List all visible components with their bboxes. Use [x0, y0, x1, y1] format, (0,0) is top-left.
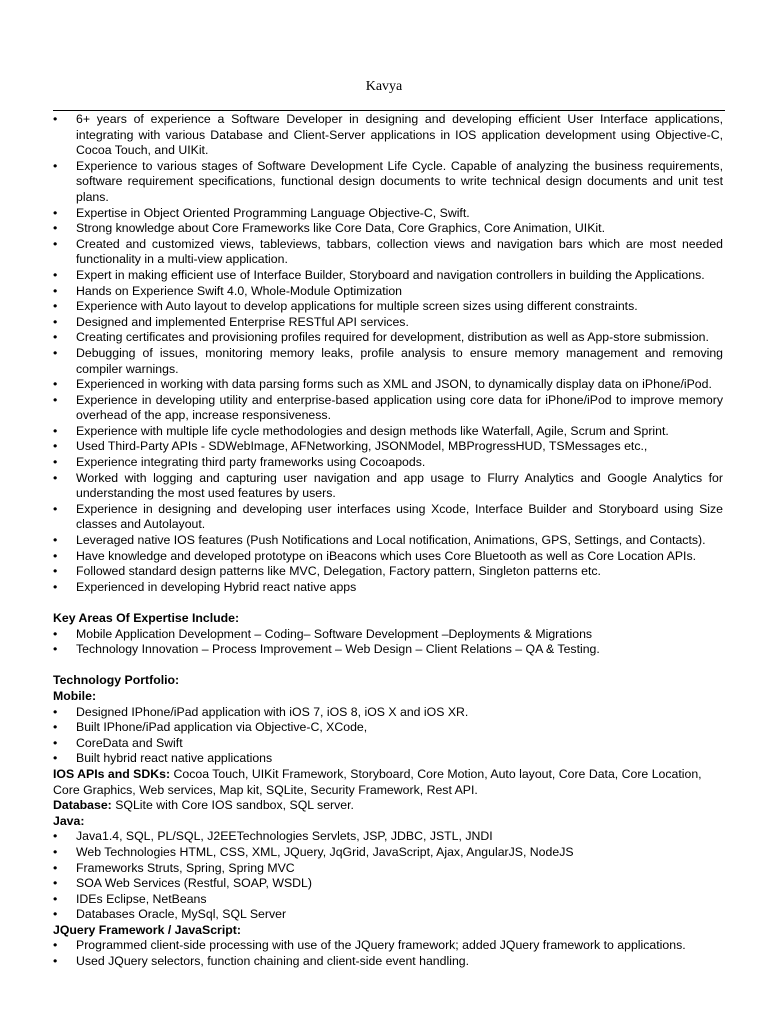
list-item	[53, 580, 723, 596]
list-item	[53, 720, 723, 736]
list-item-text: Experience in developing utility and enterprise-based application using core data for iPhone/iPod to improve memory overhead of the app, increase responsiveness.	[76, 392, 723, 423]
list-item	[53, 627, 723, 643]
list-item	[53, 159, 723, 206]
list-item	[53, 471, 723, 502]
list-item-text: 6+ years of experience a Software Developer in designing and developing efficient User Interface applications, integrating with various Database and Client-Server applications in IOS application development using Objective-C, Cocoa Touch, and UIKit.	[76, 112, 723, 158]
list-item-text: Expertise in Object Oriented Programming Language Objective-C, Swift.	[76, 205, 470, 220]
list-item-text: Frameworks Struts, Spring, Spring MVC	[76, 860, 295, 875]
list-item	[53, 424, 723, 440]
list-item-text: Created and customized views, tableviews, tabbars, collection views and navigation bars which are most needed functionality in a multi-view application.	[76, 236, 723, 267]
list-item	[53, 876, 723, 892]
portfolio-heading: Technology Portfolio:	[53, 673, 180, 688]
list-item-text: Designed IPhone/iPad application with iOS 7, iOS 8, iOS X and iOS XR.	[76, 704, 469, 719]
list-item	[53, 736, 723, 752]
mobile-list	[53, 705, 723, 767]
bullet-icon: •	[53, 455, 58, 470]
bullet-icon: •	[53, 439, 58, 454]
bullet-icon: •	[53, 829, 58, 844]
bullet-icon: •	[53, 954, 58, 969]
bullet-icon: •	[53, 330, 58, 345]
list-item	[53, 502, 723, 533]
list-item	[53, 346, 723, 377]
list-item	[53, 938, 723, 954]
bullet-icon: •	[53, 579, 58, 594]
list-item	[53, 751, 723, 767]
list-item	[53, 315, 723, 331]
bullet-icon: •	[53, 907, 58, 922]
bullet-icon: •	[53, 345, 58, 360]
list-item-text: Experience with Auto layout to develop applications for multiple screen sizes using different constraints.	[76, 299, 638, 314]
list-item	[53, 284, 723, 300]
list-item-text: Debugging of issues, monitoring memory leaks, profile analysis to ensure memory management and removing compiler warnings.	[76, 345, 723, 376]
summary-list	[53, 112, 723, 595]
list-item-text: Built IPhone/iPad application via Objective-C, XCode,	[76, 720, 368, 735]
list-item	[53, 892, 723, 908]
list-item-text: Experienced in developing Hybrid react native apps	[76, 579, 357, 594]
list-item-text: Programmed client-side processing with use of the JQuery framework; added JQuery framework to applications.	[76, 938, 686, 953]
list-item-text: Used Third-Party APIs - SDWebImage, AFNetworking, JSONModel, MBProgressHUD, TSMessages etc.,	[76, 439, 648, 454]
list-item-text: Experience to various stages of Software Development Life Cycle. Capable of analyzing the business requirements, software requirement specifications, functional design documents to write technical design documents and unit test plans.	[76, 158, 723, 204]
list-item-text: Experienced in working with data parsing forms such as XML and JSON, to dynamically display data on iPhone/iPod.	[76, 377, 712, 392]
list-item-text: Leveraged native IOS features (Push Notifications and Local notification, Animations, GPS, Settings, and Contacts).	[76, 533, 706, 548]
resume-content	[53, 112, 723, 970]
bullet-icon: •	[53, 844, 58, 859]
list-item	[53, 393, 723, 424]
list-item-text: Web Technologies HTML, CSS, XML, JQuery, JqGrid, JavaScript, Ajax, AngularJS, NodeJS	[76, 844, 574, 859]
list-item	[53, 439, 723, 455]
list-item	[53, 206, 723, 222]
bullet-icon: •	[53, 423, 58, 438]
ios-apis-label: IOS APIs and SDKs:	[53, 766, 171, 781]
list-item-text: Experience integrating third party frameworks using Cocoapods.	[76, 455, 426, 470]
bullet-icon: •	[53, 470, 58, 485]
list-item-text: Java1.4, SQL, PL/SQL, J2EETechnologies Servlets, JSP, JDBC, JSTL, JNDI	[76, 829, 493, 844]
list-item-text: IDEs Eclipse, NetBeans	[76, 891, 207, 906]
list-item	[53, 954, 723, 970]
bullet-icon: •	[53, 392, 58, 407]
bullet-icon: •	[53, 158, 58, 173]
bullet-icon: •	[53, 938, 58, 953]
database-label: Database:	[53, 798, 112, 813]
list-item	[53, 549, 723, 565]
bullet-icon: •	[53, 314, 58, 329]
list-item-text: Expert in making efficient use of Interface Builder, Storyboard and navigation controllers in building the Applications.	[76, 267, 705, 282]
list-item	[53, 330, 723, 346]
list-item	[53, 237, 723, 268]
mobile-heading: Mobile:	[53, 688, 97, 703]
list-item	[53, 299, 723, 315]
bullet-icon: •	[53, 751, 58, 766]
list-item-text: Creating certificates and provisioning profiles required for development, distribution as well as App-store submission.	[76, 330, 709, 345]
list-item	[53, 533, 723, 549]
bullet-icon: •	[53, 735, 58, 750]
list-item	[53, 642, 723, 658]
bullet-icon: •	[53, 860, 58, 875]
list-item	[53, 377, 723, 393]
bullet-icon: •	[53, 876, 58, 891]
java-list	[53, 829, 723, 923]
expertise-heading: Key Areas Of Expertise Include:	[53, 611, 240, 625]
list-item-text: SOA Web Services (Restful, SOAP, WSDL)	[76, 876, 312, 891]
ios-apis-text: Cocoa Touch, UIKit Framework, Storyboard, Core Motion, Auto layout, Core Data, Core Location, Core Graphics, Web services, Map kit, SQLite, Security Framework, Rest API.	[53, 766, 702, 797]
bullet-icon: •	[53, 501, 58, 516]
bullet-icon: •	[53, 236, 58, 251]
list-item-text: Worked with logging and capturing user navigation and app usage to Flurry Analytics and Google Analytics for understanding the most used features by users.	[76, 470, 723, 501]
bullet-icon: •	[53, 221, 58, 236]
bullet-icon: •	[53, 564, 58, 579]
list-item-text: CoreData and Swift	[76, 735, 183, 750]
list-item-text: Experience in designing and developing user interfaces using Xcode, Interface Builder and Storyboard using Size classes and Autolayout.	[76, 501, 723, 532]
list-item-text: Designed and implemented Enterprise RESTful API services.	[76, 314, 409, 329]
list-item	[53, 564, 723, 580]
list-item-text: Databases Oracle, MySql, SQL Server	[76, 907, 287, 922]
list-item-text: Experience with multiple life cycle methodologies and design methods like Waterfall, Agile, Scrum and Sprint.	[76, 423, 669, 438]
list-item-text: Strong knowledge about Core Frameworks like Core Data, Core Graphics, Core Animation, UIKit.	[76, 221, 605, 236]
list-item-text: Used JQuery selectors, function chaining and client-side event handling.	[76, 954, 470, 969]
candidate-name: Kavya	[365, 79, 403, 94]
list-item	[53, 829, 723, 845]
bullet-icon: •	[53, 205, 58, 220]
java-heading: Java:	[53, 813, 85, 828]
database-text: SQLite with Core IOS sandbox, SQL server.	[111, 798, 354, 813]
list-item-text: Built hybrid react native applications	[76, 751, 273, 766]
bullet-icon: •	[53, 642, 58, 657]
list-item	[53, 268, 723, 284]
ios-apis-line	[53, 767, 723, 798]
list-item	[53, 455, 723, 471]
list-item-text: Hands on Experience Swift 4.0, Whole-Module Optimization	[76, 283, 403, 298]
list-item	[53, 221, 723, 237]
bullet-icon: •	[53, 283, 58, 298]
bullet-icon: •	[53, 112, 58, 126]
bullet-icon: •	[53, 720, 58, 735]
bullet-icon: •	[53, 704, 58, 719]
list-item	[53, 112, 723, 159]
expertise-list	[53, 627, 723, 658]
bullet-icon: •	[53, 548, 58, 563]
list-item	[53, 861, 723, 877]
jquery-heading: JQuery Framework / JavaScript:	[53, 922, 241, 937]
bullet-icon: •	[53, 299, 58, 314]
header-rule	[53, 110, 725, 111]
bullet-icon: •	[53, 377, 58, 392]
bullet-icon: •	[53, 267, 58, 282]
list-item-text: Mobile Application Development – Coding– Software Development –Deployments & Migrations	[76, 626, 593, 641]
database-line	[53, 798, 723, 814]
jquery-list	[53, 938, 723, 969]
list-item	[53, 845, 723, 861]
list-item-text: Technology Innovation – Process Improvement – Web Design – Client Relations – QA & Testing.	[76, 642, 600, 657]
list-item	[53, 705, 723, 721]
list-item	[53, 907, 723, 923]
list-item-text: Have knowledge and developed prototype on iBeacons which uses Core Bluetooth as well as Core Location APIs.	[76, 548, 697, 563]
bullet-icon: •	[53, 533, 58, 548]
bullet-icon: •	[53, 891, 58, 906]
bullet-icon: •	[53, 626, 58, 641]
list-item-text: Followed standard design patterns like MVC, Delegation, Factory pattern, Singleton patterns etc.	[76, 564, 601, 579]
